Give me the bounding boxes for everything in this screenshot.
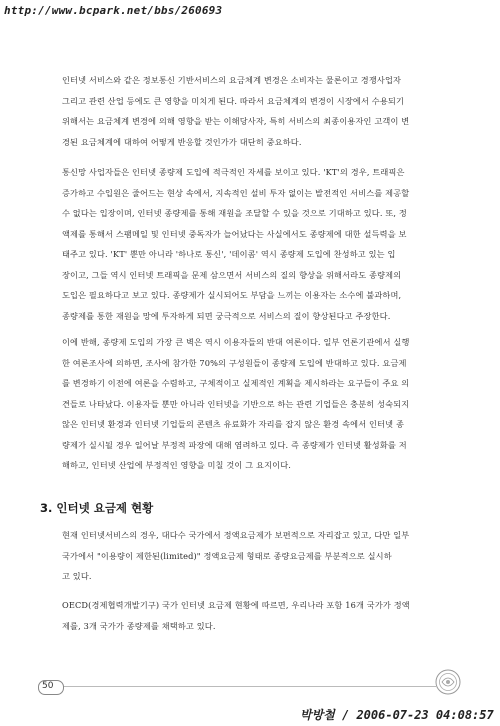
text-line: 인터넷 서비스와 같은 정보통신 기반서비스의 요금체계 변경은 소비자는 물론이고 경쟁사업자 xyxy=(62,75,402,85)
paragraph-4 xyxy=(62,525,409,587)
paragraph-3 xyxy=(62,332,410,476)
text-line: 위해서는 요금체계 변경에 의해 영향을 받는 이해당사자, 특히 서비스의 최종이용자인 고객이 변 xyxy=(62,116,410,126)
footer-rule xyxy=(46,686,436,687)
text-line: 견들로 나타났다. 이용자들 뿐만 아니라 인터넷을 기반으로 하는 관련 기업들은 충분히 성숙되지 xyxy=(62,398,410,409)
text-line: 량제가 실시될 경우 일어날 부정적 파장에 대해 염려하고 있다. 즉 종량제가 인터넷 활성화를 저 xyxy=(62,439,407,450)
text-line: 통신망 사업자들은 인터넷 종량제 도입에 적극적인 자세를 보이고 있다. 'KT'의 경우, 트래픽은 xyxy=(62,167,405,177)
paragraph-2 xyxy=(62,162,409,326)
text-line: 종량제를 통한 재원을 망에 투자하게 되면 궁극적으로 서비스의 질이 향상된다고 주장한다. xyxy=(62,310,391,321)
text-line: 고 있다. xyxy=(62,571,92,581)
text-line: 경된 요금체계에 대하여 어떻게 반응할 것인가가 대단히 중요하다. xyxy=(62,136,302,147)
ornament-icon xyxy=(434,668,462,696)
text-line: 증가하고 수입원은 줄어드는 현상 속에서, 지속적인 설비 투자 없이는 발전적인 서비스를 제공할 xyxy=(62,187,410,198)
text-line: 해하고, 인터넷 산업에 부정적인 영향을 미칠 것이 그 요지이다. xyxy=(62,460,292,470)
text-line: 않은 인터넷 환경과 인터넷 기업들의 콘텐츠 유료화가 자리를 잡지 않은 환경 속에서 인터넷 종 xyxy=(62,419,405,429)
page-number: 50 xyxy=(42,681,54,691)
text-line: 그리고 관련 산업 등에도 큰 영향을 미치게 된다. 따라서 요금체계의 변경이 시장에서 수용되기 xyxy=(62,95,405,106)
section-heading: 3. 인터넷 요금제 현황 xyxy=(40,501,154,515)
text-line: 수 없다는 입장이며, 인터넷 종량제를 통해 재원을 조달할 수 있을 것으로 기대하고 있다. 또, 정 xyxy=(62,208,407,218)
text-line: 장이고, 그들 역시 인터넷 트래픽을 문제 삼으면서 서비스의 질의 향상을 위해서라도 종량제의 xyxy=(62,269,402,280)
text-line: 도입은 필요하다고 보고 있다. 종량제가 실시되어도 부담을 느끼는 이용자는 소수에 불과하며, xyxy=(62,290,402,300)
text-line: 를 변경하기 이전에 여론을 수렴하고, 구체적이고 실제적인 계획을 제시하라는 요구들이 주요 의 xyxy=(62,378,410,388)
text-line: 제를, 3개 국가가 종량제를 채택하고 있다. xyxy=(62,620,216,631)
author-timestamp: 박방철 / 2006-07-23 04:08:57 xyxy=(300,708,494,722)
text-line: 현재 인터넷서비스의 경우, 대다수 국가에서 정액요금제가 보편적으로 자리잡고 있고, 다만 일부 xyxy=(62,530,410,540)
text-line: 액제를 통해서 스팸메일 및 인터넷 중독자가 늘어났다는 사실에서도 종량제에 대한 설득력을 보 xyxy=(62,228,407,239)
text-line: 태주고 있다. 'KT' 뿐만 아니라 '하나로 통신', '데이콤' 역시 종량제 도입에 찬성하고 있는 입 xyxy=(62,249,396,259)
source-url: http://www.bcpark.net/bbs/260693 xyxy=(4,4,223,17)
paragraph-1 xyxy=(62,70,409,152)
text-line: 국가에서 "이용량이 제한된(limited)" 정액요금제 형태로 종량요금제를 부분적으로 실시하 xyxy=(62,550,392,561)
text-line: OECD(경제협력개발기구) 국가 인터넷 요금제 현황에 따르면, 우리나라 포함 16개 국가가 정액 xyxy=(62,600,410,610)
text-line: 한 여론조사에 의하면, 조사에 참가한 70%의 구성원들이 종량제 도입에 반대하고 있다. 요금제 xyxy=(62,357,407,368)
text-line: 이에 반해, 종량제 도입의 가장 큰 벽은 역시 이용자들의 반대 여론이다. 일부 언론기관에서 실행 xyxy=(62,337,410,347)
paragraph-5 xyxy=(62,595,410,636)
